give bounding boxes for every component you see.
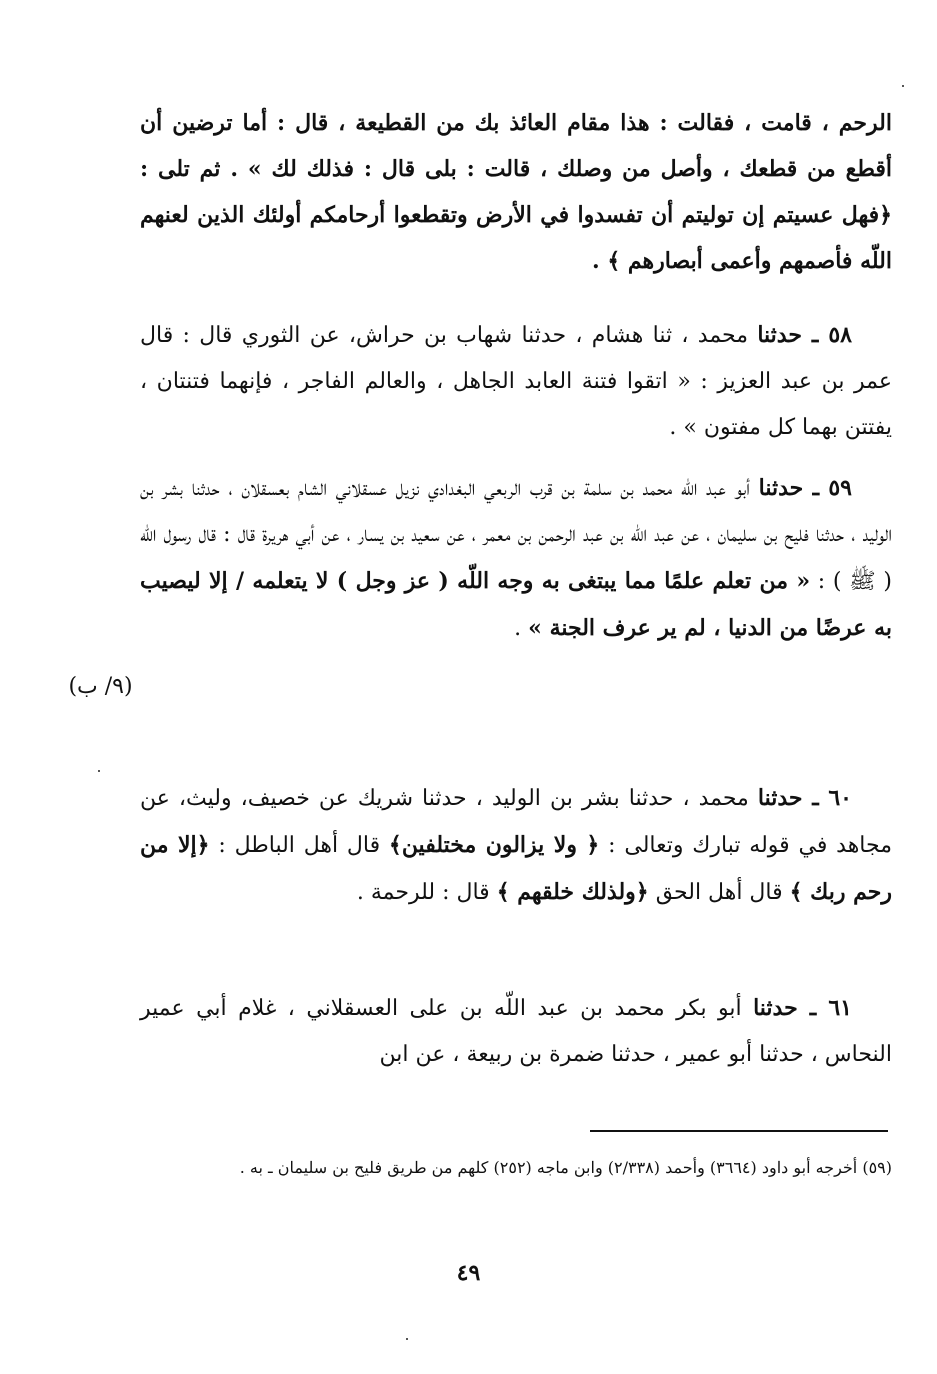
manuscript-folio-note: (٩/ ب) bbox=[68, 674, 133, 699]
hadith-61 bbox=[140, 985, 892, 1078]
hadith-60-text-c: قال أهل الحق bbox=[648, 880, 790, 905]
hadith-60-text-a: محمد ، حدثنا بشر بن الوليد ، حدثنا شريك عن خصيف، وليث، عن مجاهد في قوله تبارك وتعالى : bbox=[140, 786, 892, 858]
hadith-60-quran-quote-a: ﴿ ولا يزالون مختلفين﴾ bbox=[388, 832, 600, 858]
hadith-61-text: أبو بكر محمد بن عبد اللّه بن على العسقلاني ، غلام أبي عمير النحاس ، حدثنا أبو عمير ، حدثنا ضمرة بن ربيعة ، عن ابن bbox=[140, 996, 892, 1067]
hadith-60-paragraph bbox=[140, 775, 892, 916]
hadith-60-number: ٦٠ ـ حدثنا bbox=[757, 785, 852, 811]
hadith-61-paragraph bbox=[140, 985, 892, 1078]
hadith-61-number: ٦١ ـ حدثنا bbox=[753, 995, 852, 1021]
hadith-60-quran-quote-c: ﴿ولذلك خلقهم ﴾ bbox=[496, 879, 649, 905]
hadith-58-paragraph bbox=[140, 312, 892, 451]
hadith-59-end: . bbox=[514, 616, 529, 641]
scan-speck bbox=[406, 1338, 408, 1340]
hadith-58 bbox=[140, 312, 892, 451]
scan-speck bbox=[98, 770, 100, 772]
hadith-59 bbox=[140, 465, 892, 652]
hadith-60-text-b: قال أهل الباطل : bbox=[209, 833, 389, 858]
hadith-59-text: أبو عبد اللّه محمد بن سلمة بن قرب الربعي البغدادي نزيل عسقلاني الشام بعسقلان ، حدثنا بشر بن الوليد ، حدثنا فليح بن سليمان ، عن عبد اللّه بن عبد الرحمن بن معمر ، عن سعيد بن يسار ، عن أبي هريرة قال : قال رسول اللّه ( ﷺ ) : bbox=[140, 476, 892, 594]
hadith-58-text: محمد ، ثنا هشام ، حدثنا شهاب بن حراش، عن الثوري قال : قال عمر بن عبد العزيز : « اتقوا فتنة العابد الجاهل ، والعالم الفاجر ، فإنهما فتنتان ، يفتتن بهما كل مفتون » . bbox=[140, 323, 892, 440]
hadith-58-number: ٥٨ ـ حدثنا bbox=[757, 322, 852, 348]
hadith-60-quran-quote-b: ﴿إلا من رحم ربك ﴾ bbox=[140, 832, 892, 905]
hadith-59-paragraph bbox=[140, 465, 892, 652]
hadith-59-number: ٥٩ ـ حدثنا bbox=[758, 475, 852, 501]
intro-text: الرحم ، قامت ، فقالت : هذا مقام العائذ بك من القطيعة ، قال : أما ترضين أن أقطع من قطعك ، وأصل من وصلك ، قالت : بلى قال : فذلك لك » . ثم تلى : ﴿فهل عسيتم إن توليتم أن تفسدوا في الأرض وتقطعوا أرحامكم أولئك الذين لعنهم اللّه فأصمهم وأعمى أبصارهم ﴾ . bbox=[140, 110, 892, 274]
intro-paragraph bbox=[140, 100, 892, 284]
scan-speck bbox=[902, 85, 904, 87]
footnote-divider bbox=[590, 1130, 888, 1132]
hadith-60 bbox=[140, 775, 892, 916]
hadith-59-quote: « من تعلم علمًا مما يبتغى به وجه اللّه ( عز وجل ) لا يتعلمه / إلا ليصيب به عرضًا من الدنيا ، لم ير عرف الجنة » bbox=[140, 568, 892, 641]
page-number: ٤٩ bbox=[456, 1260, 481, 1286]
hadith-60-text-d: قال : للرحمة . bbox=[356, 880, 497, 905]
footnote-59: (٥٩) أخرجه أبو داود (٣٦٦٤) وأحمد (٢/٣٣٨) وابن ماجه (٢٥٢) كلهم من طريق فليح بن سليمان ـ به . bbox=[239, 1158, 892, 1177]
